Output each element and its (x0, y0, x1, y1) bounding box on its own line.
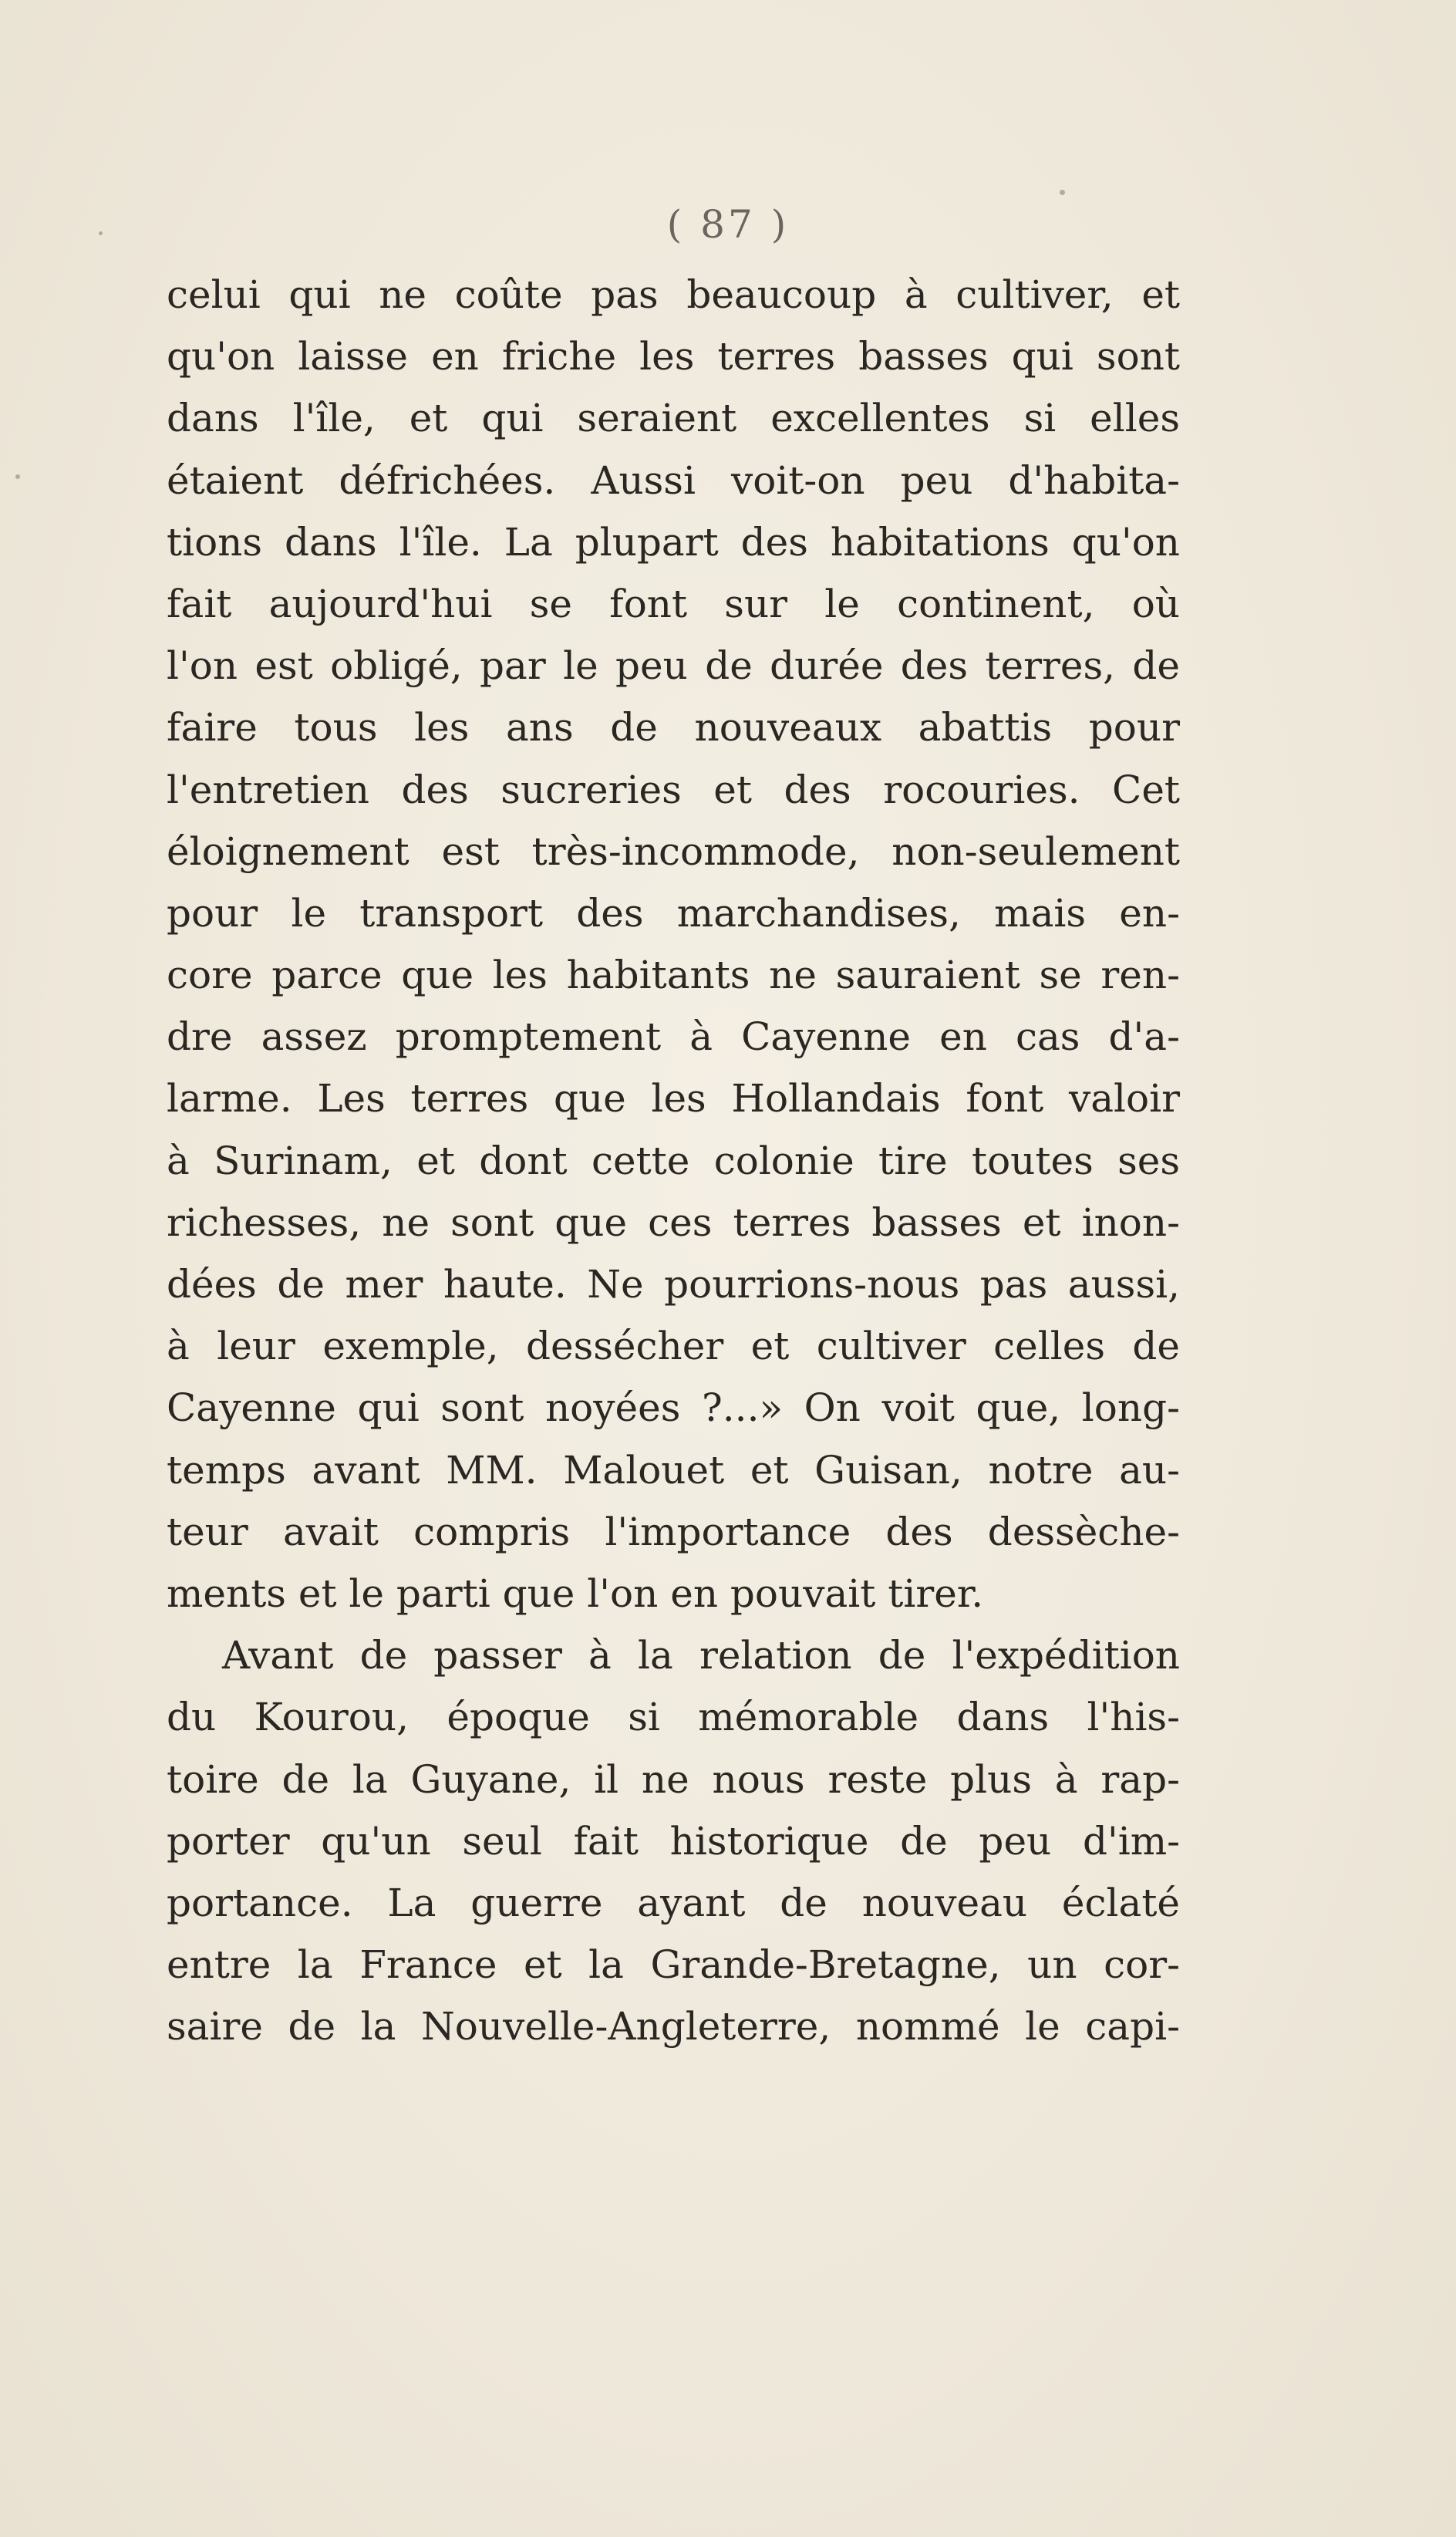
text-line: du Kourou, époque si mémorable dans l'his- (167, 1695, 1180, 1740)
text-line: celui qui ne coûte pas beaucoup à cultiver, et (167, 272, 1180, 317)
paragraph-end-line: ments et le parti que l'on en pouvait tirer. (167, 1570, 984, 1616)
text-line: éloignement est très-incommode, non-seulement (167, 828, 1180, 874)
text-line: Cayenne qui sont noyées ?...» On voit que, long- (167, 1385, 1180, 1431)
text-line: dées de mer haute. Ne pourrions-nous pas aussi, (167, 1262, 1180, 1307)
paragraph-start-line: Avant de passer à la relation de l'expédition (222, 1633, 1180, 1678)
text-line: dre assez promptement à Cayenne en cas d'a- (167, 1014, 1180, 1060)
text-line: core parce que les habitants ne sauraient se ren- (167, 953, 1180, 998)
text-line: portance. La guerre ayant de nouveau éclaté (167, 1880, 1180, 1925)
paper-speck (1060, 190, 1065, 195)
text-line: fait aujourd'hui se font sur le continent, où (167, 581, 1180, 626)
text-line: qu'on laisse en friche les terres basses qui sont (167, 334, 1180, 380)
text-line: entre la France et la Grande-Bretagne, un cor- (167, 1942, 1180, 1988)
text-line: l'on est obligé, par le peu de durée des terres, de (167, 643, 1180, 689)
text-line: toire de la Guyane, il ne nous reste plus à rap- (167, 1756, 1180, 1802)
text-line: étaient défrichées. Aussi voit-on peu d'habita- (167, 457, 1180, 503)
paper-speck (15, 474, 20, 479)
text-line: teur avait compris l'importance des dessèche- (167, 1509, 1180, 1554)
text-line: l'entretien des sucreries et des rocouries. Cet (167, 767, 1180, 812)
text-line: dans l'île, et qui seraient excellentes si elles (167, 396, 1180, 441)
page-number: ( 87 ) (666, 202, 790, 247)
text-line: à Surinam, et dont cette colonie tire toutes ses (167, 1138, 1180, 1183)
body-text (167, 264, 1180, 2057)
text-line: tions dans l'île. La plupart des habitations qu'on (167, 519, 1180, 565)
text-line: à leur exemple, dessécher et cultiver celles de (167, 1324, 1180, 1369)
text-line: porter qu'un seul fait historique de peu d'im- (167, 1818, 1180, 1864)
text-line: pour le transport des marchandises, mais en- (167, 890, 1180, 936)
text-line: temps avant MM. Malouet et Guisan, notre au- (167, 1447, 1180, 1493)
text-line: larme. Les terres que les Hollandais font valoir (167, 1076, 1180, 1122)
text-line: faire tous les ans de nouveaux abattis pour (167, 705, 1180, 751)
text-line: saire de la Nouvelle-Angleterre, nommé le capi- (167, 2004, 1180, 2050)
text-line: richesses, ne sont que ces terres basses et inon- (167, 1199, 1180, 1245)
